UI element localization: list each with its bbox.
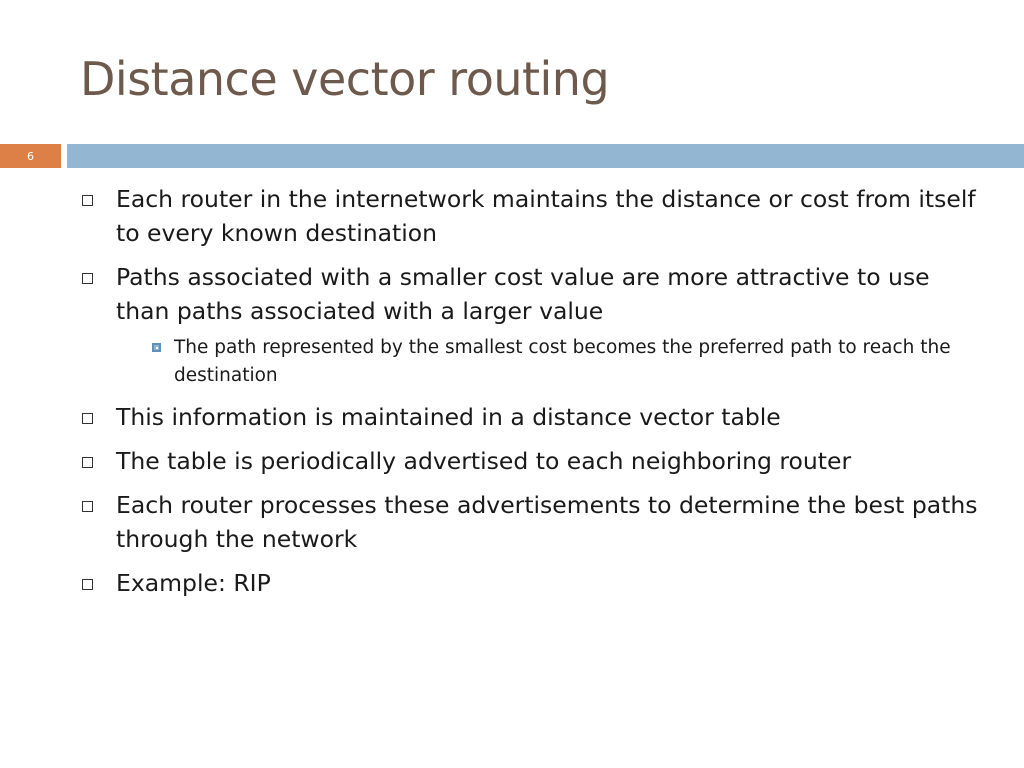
bullet-item — [80, 182, 980, 250]
square-bullet-icon — [82, 579, 93, 590]
bullet-text: Each router in the internetwork maintains the distance or cost from itself to every known destination — [116, 185, 976, 247]
bullet-item — [80, 400, 980, 434]
square-bullet-icon — [82, 273, 93, 284]
bullet-list — [80, 182, 980, 610]
square-bullet-icon — [82, 413, 93, 424]
bullet-text: This information is maintained in a distance vector table — [116, 403, 781, 431]
bullet-item — [80, 444, 980, 478]
bullet-text: Each router processes these advertisements to determine the best paths through the network — [116, 491, 978, 553]
sub-bullet-text: The path represented by the smallest cost becomes the preferred path to reach the destination — [174, 337, 951, 386]
square-bullet-icon — [82, 501, 93, 512]
bullet-item — [80, 566, 980, 600]
slide-title: Distance vector routing — [80, 52, 610, 106]
sub-bullet-item — [152, 334, 980, 390]
slide-number: 6 — [27, 149, 34, 163]
filled-square-bullet-icon — [152, 343, 161, 352]
square-bullet-icon — [82, 195, 93, 206]
bullet-text: Example: RIP — [116, 569, 271, 597]
bullet-text: Paths associated with a smaller cost value are more attractive to use than paths associated with a larger value — [116, 263, 930, 325]
bullet-item — [80, 488, 980, 556]
bullet-item — [80, 260, 980, 328]
square-bullet-icon — [82, 457, 93, 468]
bullet-text: The table is periodically advertised to each neighboring router — [116, 447, 852, 475]
slide-number-box — [0, 144, 61, 168]
accent-bar — [67, 144, 1024, 168]
